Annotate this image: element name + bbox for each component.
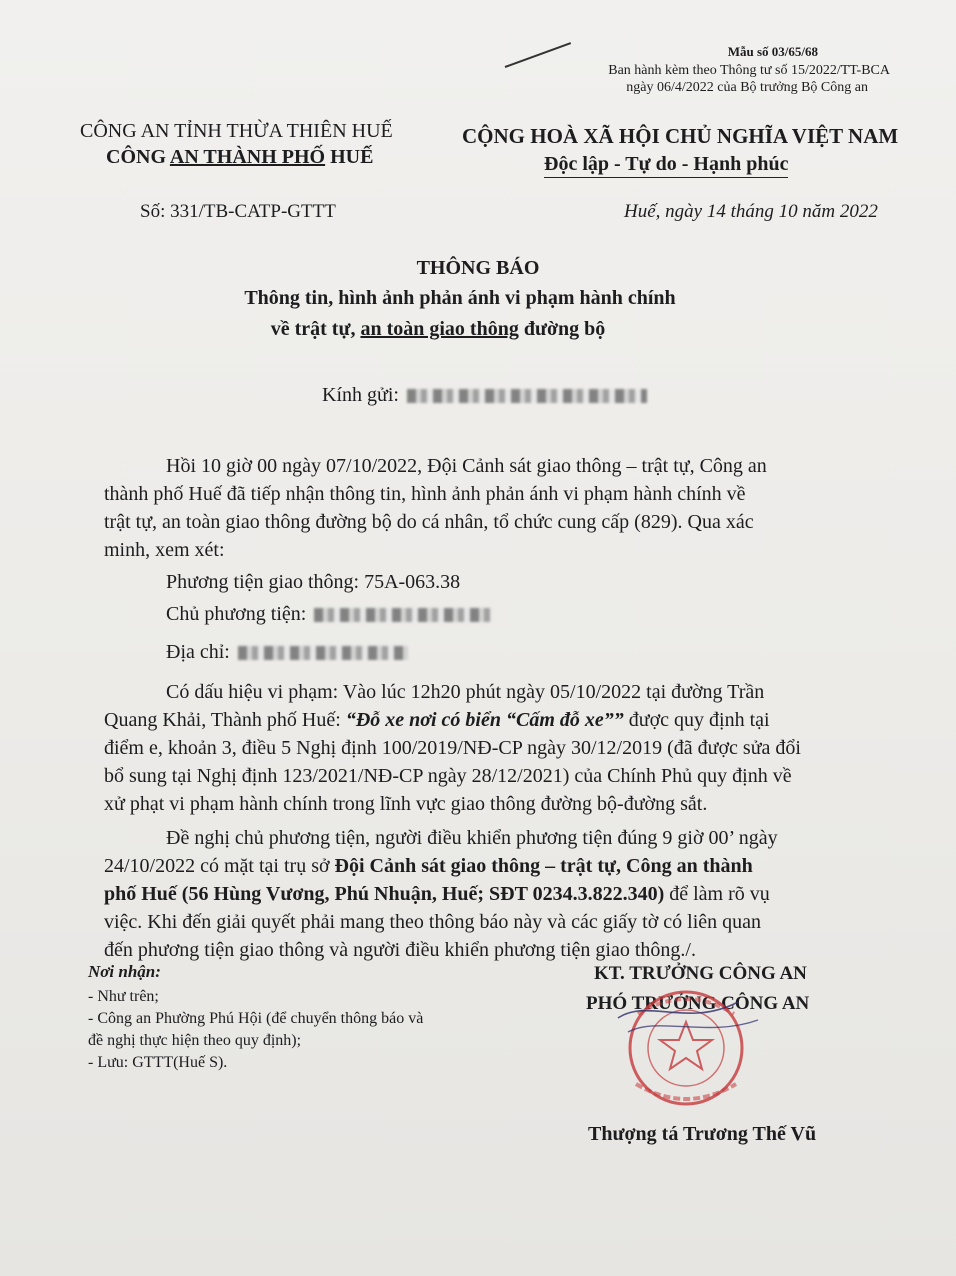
recipient-item3: - Lưu: GTTT(Huế S). bbox=[88, 1054, 228, 1071]
redacted-owner bbox=[314, 608, 492, 622]
official-stamp bbox=[598, 988, 774, 1112]
request-line2: 24/10/2022 có mặt tại trụ sở Đội Cảnh sát giao thông – trật tự, Công an thành bbox=[104, 855, 753, 877]
para1-line3: trật tự, an toàn giao thông đường bộ do cá nhân, tổ chức cung cấp (829). Qua xác bbox=[104, 511, 754, 533]
place-date: Huế, ngày 14 tháng 10 năm 2022 bbox=[624, 201, 878, 222]
vehicle-line: Phương tiện giao thông: 75A-063.38 bbox=[166, 571, 461, 593]
recipient-item1: - Như trên; bbox=[88, 988, 159, 1005]
request-line4: việc. Khi đến giải quyết phải mang theo thông báo này và các giấy tờ có liên quan bbox=[104, 911, 762, 933]
pen-mark bbox=[505, 42, 571, 68]
address-line: Địa chỉ: bbox=[166, 638, 408, 666]
nation-title: CỘNG HOÀ XÃ HỘI CHỦ NGHĨA VIỆT NAM bbox=[462, 124, 899, 148]
form-number: Mẫu số 03/65/68 bbox=[727, 44, 818, 59]
violation-line1: Có dấu hiệu vi phạm: Vào lúc 12h20 phút ngày 05/10/2022 tại đường Trần bbox=[166, 681, 765, 703]
request-line5: đến phương tiện giao thông và người điều khiển phương tiện giao thông./. bbox=[104, 939, 696, 961]
recipients-label: Nơi nhận: bbox=[88, 962, 161, 981]
violation-line3: điểm e, khoản 3, điều 5 Nghị định 100/2019/NĐ-CP ngày 30/12/2019 (đã được sửa đổi bbox=[104, 737, 801, 759]
document-title: THÔNG BÁO bbox=[416, 257, 540, 279]
form-issued-line2: ngày 06/4/2022 của Bộ trưởng Bộ Công an bbox=[626, 80, 868, 95]
agency-parent: CÔNG AN TỈNH THỪA THIÊN HUẾ bbox=[80, 120, 393, 142]
request-line1: Đề nghị chủ phương tiện, người điều khiển phương tiện đúng 9 giờ 00’ ngày bbox=[166, 827, 778, 849]
request-line3: phố Huế (56 Hùng Vương, Phú Nhuận, Huế; SĐT 0234.3.822.340) để làm rõ vụ bbox=[104, 883, 770, 905]
owner-line: Chủ phương tiện: bbox=[166, 600, 492, 628]
violation-line2: Quang Khải, Thành phố Huế: “Đỗ xe nơi có biển “Cấm đỗ xe”” được quy định tại bbox=[104, 709, 770, 731]
violation-line4: bổ sung tại Nghị định 123/2021/NĐ-CP ngày 28/12/2021) của Chính Phủ quy định về bbox=[104, 765, 792, 787]
recipient-item2-line2: đề nghị thực hiện theo quy định); bbox=[88, 1032, 302, 1049]
agency-name: CÔNG AN THÀNH PHỐ HUẾ bbox=[106, 146, 374, 168]
violation-line5: xử phạt vi phạm hành chính trong lĩnh vực giao thông đường bộ-đường sắt. bbox=[104, 793, 708, 815]
para1-line2: thành phố Huế đã tiếp nhận thông tin, hình ảnh phản ánh vi phạm hành chính về bbox=[104, 483, 746, 505]
document-subtitle-1: Thông tin, hình ảnh phản ánh vi phạm hành chính bbox=[244, 287, 676, 309]
nation-motto: Độc lập - Tự do - Hạnh phúc bbox=[544, 153, 788, 178]
para1-line1: Hồi 10 giờ 00 ngày 07/10/2022, Đội Cảnh sát giao thông – trật tự, Công an bbox=[166, 455, 767, 477]
signature-title-1: KT. TRƯỞNG CÔNG AN bbox=[594, 963, 807, 984]
recipient-item2-line1: - Công an Phường Phú Hội (để chuyển thông báo và bbox=[88, 1010, 424, 1027]
addressee-label: Kính gửi: bbox=[322, 384, 399, 406]
form-issued-line1: Ban hành kèm theo Thông tư số 15/2022/TT-BCA bbox=[608, 63, 890, 78]
addressee bbox=[322, 384, 647, 407]
redacted-address bbox=[238, 646, 408, 660]
para1-line4: minh, xem xét: bbox=[104, 539, 225, 561]
signer-name: Thượng tá Trương Thế Vũ bbox=[588, 1123, 817, 1145]
document-number: Số: 331/TB-CATP-GTTT bbox=[140, 201, 336, 222]
redacted-addressee bbox=[407, 389, 647, 403]
document-subtitle-2: về trật tự, an toàn giao thông đường bộ bbox=[270, 318, 606, 340]
signature-title-2: PHÓ TRƯỞNG CÔNG AN bbox=[586, 993, 810, 1014]
